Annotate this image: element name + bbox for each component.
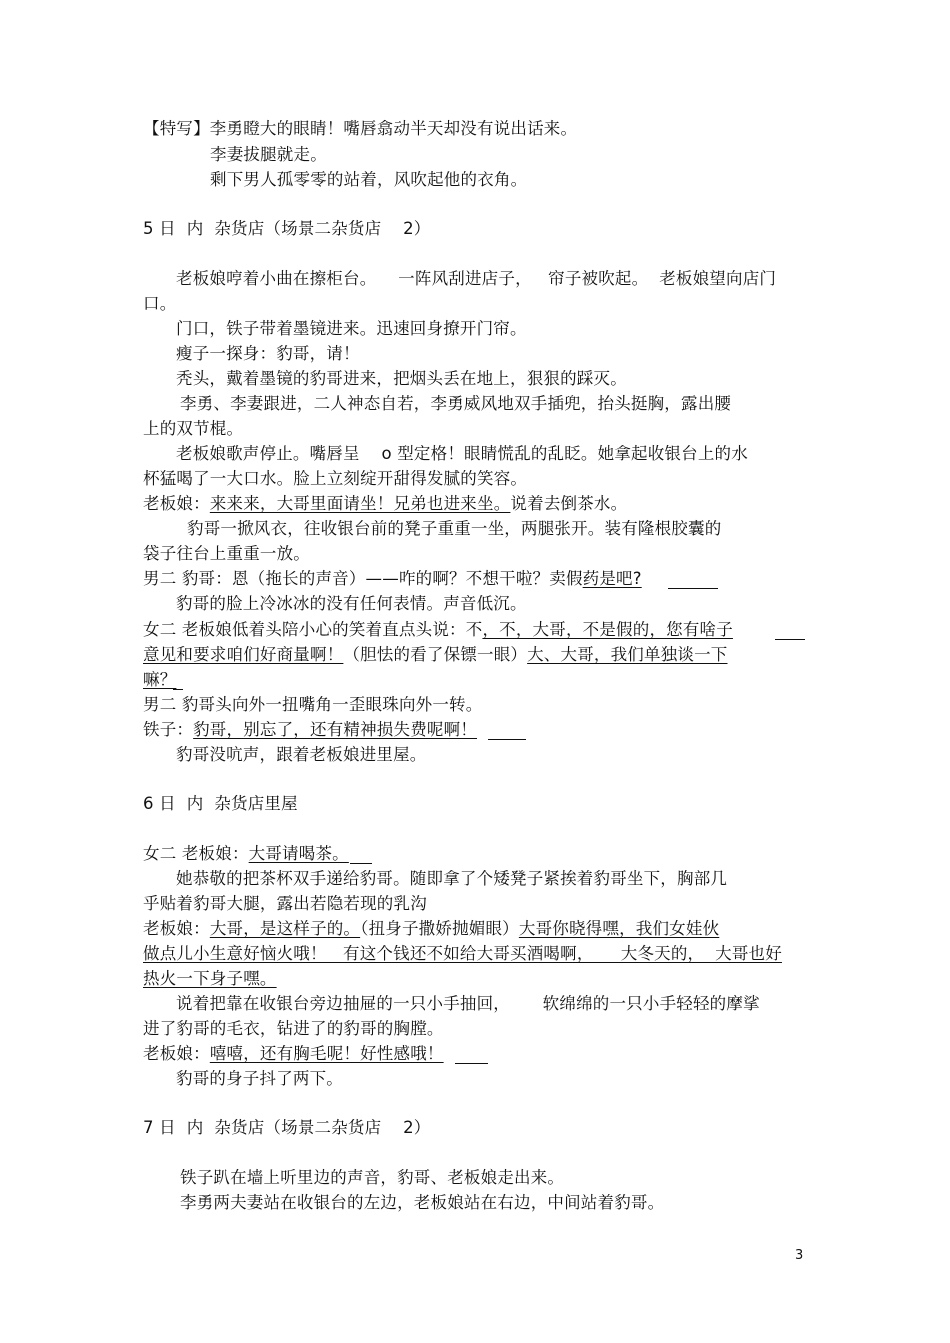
speaker: 铁子： (143, 720, 194, 739)
underline-rule (775, 639, 805, 640)
dialogue-line (143, 719, 477, 741)
text-line: 门口，铁子带着墨镜进来。迅速回身撩开门帘。 (176, 319, 527, 338)
text-line: 豹哥一掀风衣，往收银台前的凳子重重一坐，两腿张开。装有隆根胶囊的 (187, 519, 722, 538)
speaker: 老板娘： (143, 494, 210, 513)
underline-rule (488, 739, 526, 740)
text-line: 乎贴着豹哥大腿，露出若隐若现的乳沟 (143, 894, 427, 913)
text-line: 【特写】李勇瞪大的眼睛！嘴唇翕动半天却没有说出话来。 (143, 119, 578, 138)
speaker: 老板娘： (143, 1044, 210, 1063)
action: 说着去倒茶水。 (510, 494, 628, 513)
text-line: 李妻拔腿就走。 (210, 145, 327, 164)
text-line: 口。 (143, 294, 177, 313)
text-line: 瘦子一探身：豹哥，请！ (176, 344, 360, 363)
text-line: 说着把靠在收银台旁边抽屉的一只小手抽回， 软绵绵的一只小手轻轻的摩挲 (176, 994, 760, 1013)
dialogue: 豹哥，别忘了，还有精神损失费呢啊！ (193, 720, 478, 739)
dialogue: 意见和要求咱们好商量啊！ (143, 645, 344, 664)
underline-rule (350, 863, 372, 864)
text-line: 袋子往台上重重一放。 (143, 544, 310, 563)
dialogue: ，不，大哥，不是假的，您有啥子 (482, 620, 733, 639)
action: （扭身子撒娇抛媚眼） (360, 919, 519, 938)
underline-rule (668, 588, 718, 589)
text-line: 豹哥的脸上冷冰冰的没有任何表情。声音低沉。 (176, 594, 527, 613)
speaker: 老板娘： (143, 919, 210, 938)
dialogue: 嘻嘻，还有胸毛呢！好性感哦！ (209, 1044, 444, 1063)
dialogue: 药是吧? (582, 569, 642, 588)
dialogue-line (143, 644, 728, 666)
scene-heading: 6 日 内 杂货店里屋 (143, 794, 298, 813)
speaker: 女二 老板娘低着头陪小心的笑着直点头说：不 (143, 620, 483, 639)
page-number: 3 (795, 1248, 804, 1263)
dialogue: 大、大哥，我们单独谈一下 (527, 645, 728, 664)
speaker: 女二 老板娘： (143, 844, 249, 863)
text-line: 豹哥的身子抖了两下。 (176, 1069, 343, 1088)
text-line: 铁子趴在墙上听里边的声音，豹哥、老板娘走出来。 (180, 1168, 565, 1187)
text-line: 剩下男人孤零零的站着，风吹起他的衣角。 (210, 170, 528, 189)
text-line: 上的双节棍。 (143, 419, 244, 438)
dialogue-line (143, 568, 642, 590)
dialogue: 做点儿小生意好恼火哦！ 有这个钱还不如给大哥买酒喝啊， 大冬天的， 大哥也好 (143, 944, 782, 963)
text-line: 杯猛喝了一大口水。脸上立刻绽开甜得发腻的笑容。 (143, 469, 528, 488)
dialogue-line (143, 493, 627, 515)
dialogue-line (143, 843, 349, 865)
text-line: 老板娘哼着小曲在擦柜台。 一阵风刮进店子， 帘子被吹起。 老板娘望向店门 (176, 269, 777, 288)
dialogue-line (143, 968, 277, 990)
underline-rule (173, 689, 183, 690)
dialogue-line (143, 1043, 444, 1065)
dialogue: 男二 豹哥：恩（拖长的声音）——咋的啊？不想干啦？卖假 (143, 569, 583, 588)
scene-heading: 5 日 内 杂货店（场景二杂货店 2） (143, 219, 431, 238)
dialogue-line (143, 943, 782, 965)
text-line: 男二 豹哥头向外一扭嘴角一歪眼珠向外一转。 (143, 695, 483, 714)
text-line: 豹哥没吭声，跟着老板娘进里屋。 (176, 745, 427, 764)
dialogue: 大哥，是这样子的。 (209, 919, 361, 938)
dialogue-line (143, 619, 733, 641)
text-line: 李勇、李妻跟进，二人神态自若，李勇威风地双手插兜，抬头挺胸，露出腰 (180, 394, 732, 413)
underline-rule (455, 1063, 488, 1064)
text-line: 李勇两夫妻站在收银台的左边，老板娘站在右边，中间站着豹哥。 (180, 1193, 665, 1212)
dialogue-line (143, 669, 176, 691)
dialogue: 热火一下身子嘿。 (143, 969, 277, 988)
dialogue: 嘛？ (143, 670, 177, 689)
scene-heading: 7 日 内 杂货店（场景二杂货店 2） (143, 1118, 431, 1137)
dialogue: 大哥请喝茶。 (248, 844, 349, 863)
text-line: 秃头，戴着墨镜的豹哥进来，把烟头丢在地上，狠狠的踩灭。 (176, 369, 627, 388)
dialogue: 大哥你晓得嘿，我们女娃伙 (518, 919, 720, 938)
dialogue-line (143, 918, 719, 940)
text-line: 进了豹哥的毛衣，钻进了的豹哥的胸膛。 (143, 1019, 444, 1038)
action: （胆怯的看了保镖一眼） (343, 645, 528, 664)
text-line: 她恭敬的把茶杯双手递给豹哥。随即拿了个矮凳子紧挨着豹哥坐下，胸部几 (176, 869, 728, 888)
text-line: 老板娘歌声停止。嘴唇呈 o 型定格！眼睛慌乱的乱眨。她拿起收银台上的水 (176, 444, 748, 463)
dialogue: 来来来，大哥里面请坐！兄弟也进来坐。 (209, 494, 511, 513)
